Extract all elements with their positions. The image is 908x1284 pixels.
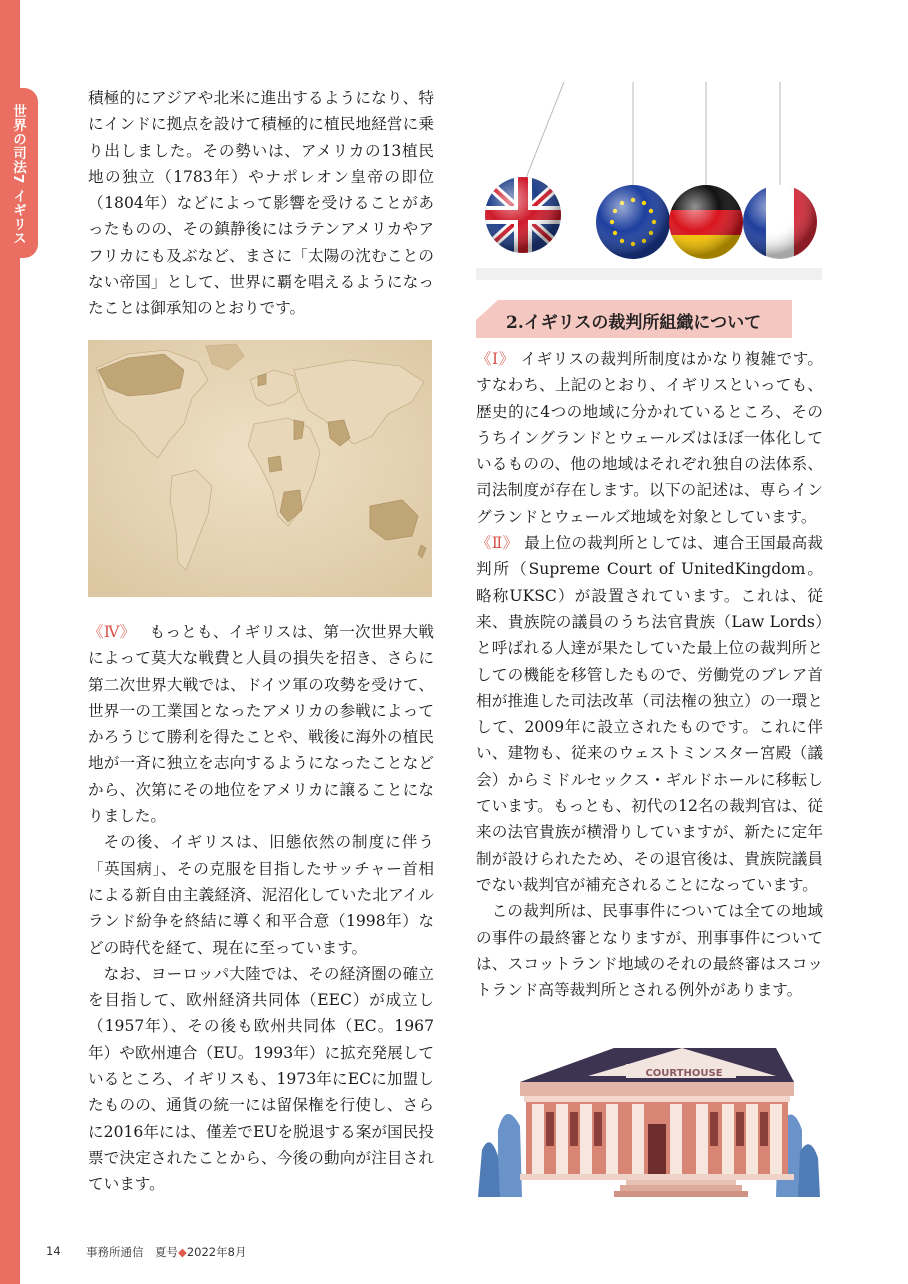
intro-paragraph: 積極的にアジアや北米に進出するようになり、特にインドに拠点を設けて積極的に植民地経営に乗り出しました。その勢いは、アメリカの13植民地の独立（1783年）やナポレオン皇帝の即位（1804年）などによって影響を受けることがあったものの、その鎮静後にはラテンアメリカやアフリカにも及ぶなど、まさに「太陽の沈むことのない帝国」として、世界に覇を唱えるようになったことは御承知のとおりです。 (88, 89, 434, 318)
paragraph-i-text: イギリスの裁判所制度はかなり複雑です。すなわち、上記のとおり、イギリスといっても、歴史的に4つの地域に分かれているところ、そのうちイングランドとウェールズはほぼ一体化しているものの、他の地域はそれぞれ独自の法体系、司法制度が存在します。以下の記述は、専らイングランドとウェールズ地域を対象としています。 (476, 350, 823, 526)
section-heading (476, 300, 822, 338)
paragraph-i (476, 346, 823, 530)
diamond-icon: ◆ (178, 1245, 187, 1259)
section-mark-i: 《Ⅰ》 (476, 350, 515, 368)
paragraph-ii (476, 530, 823, 898)
history-text-block (88, 619, 434, 1198)
world-map-image (88, 340, 432, 597)
paragraph-iv-text: もっとも、イギリスは、第一次世界大戦によって莫大な戦費と人員の損失を招き、さらに第二次世界大戦では、ドイツ軍の攻勢を受けて、世界一の工業国となったアメリカの参戦によってかろうじて勝利を得たことや、戦後に海外の植民地が一斉に独立を志向するようになったことなどから、次第にその地位をアメリカに譲ることになりました。 (88, 623, 434, 826)
section-tab-label: 世界の司法7 イギリス (10, 104, 26, 246)
court-text-block (476, 346, 823, 1003)
page-number: 14 (46, 1244, 61, 1258)
paragraph-english-disease: その後、イギリスは、旧態依然の制度に伴う「英国病」、その克服を目指したサッチャー首相による新自由主義経済、泥沼化していた北アイルランド紛争を終結に導く和平合意（1998年）などの時代を経て、現在に至っています。 (88, 833, 434, 957)
publication-info (86, 1244, 246, 1260)
paragraph-final-court: この裁判所は、民事事件については全ての地域の事件の最終審となりますが、刑事事件については、スコットランド地域のそれの最終審はスコットランド高等裁判所とされる例外があります。 (476, 902, 823, 1000)
publication-date: 2022年8月 (186, 1245, 247, 1259)
intro-text-block (88, 85, 434, 322)
publication-name: 事務所通信 夏号 (86, 1245, 178, 1259)
courthouse-illustration (476, 1040, 822, 1197)
paragraph-ii-text: 最上位の裁判所としては、連合王国最高裁判所（Supreme Court of UnitedKingdom。略称UKSC）が設置されています。これは、従来、貴族院の議員のうち法官貴族（Law Lords）と呼ばれる人達が果たしていた最上位の裁判所としての機能を移管したもので、労働党のブレア首相が推進した司法改革（司法権の独立）の一環として、2009年に設立されたものです。これに伴い、建物も、従来のウェストミンスター宮殿（議会）からミドルセックス・ギルドホールに移転しています。もっとも、初代の12名の裁判官は、従来の法官貴族が横滑りしていますが、新たに定年制が設けられたため、その退官後は、貴族院議員でない裁判官が補充されることになっています。 (476, 534, 823, 894)
courthouse-sign: COURTHOUSE (645, 1068, 723, 1079)
paragraph-eu: なお、ヨーロッパ大陸では、その経済圏の確立を目指して、欧州経済共同体（EEC）が成立し（1957年）、その後も欧州共同体（EC。1967年）や欧州連合（EU。1993年）に拡充発展しているところ、イギリスも、1973年にECに加盟したものの、通貨の統一には留保権を行使し、さらに2016年には、僅差でEUを脱退する案が国民投票で決定されたことから、今後の動向が注目されています。 (88, 964, 434, 1194)
section-mark-ii: 《Ⅱ》 (476, 534, 519, 553)
flag-balls-image (476, 82, 822, 280)
paragraph-iv (88, 619, 434, 829)
section-mark-iv: 《Ⅳ》 (88, 623, 136, 641)
section-heading-text: 2.イギリスの裁判所組織について (506, 313, 762, 333)
